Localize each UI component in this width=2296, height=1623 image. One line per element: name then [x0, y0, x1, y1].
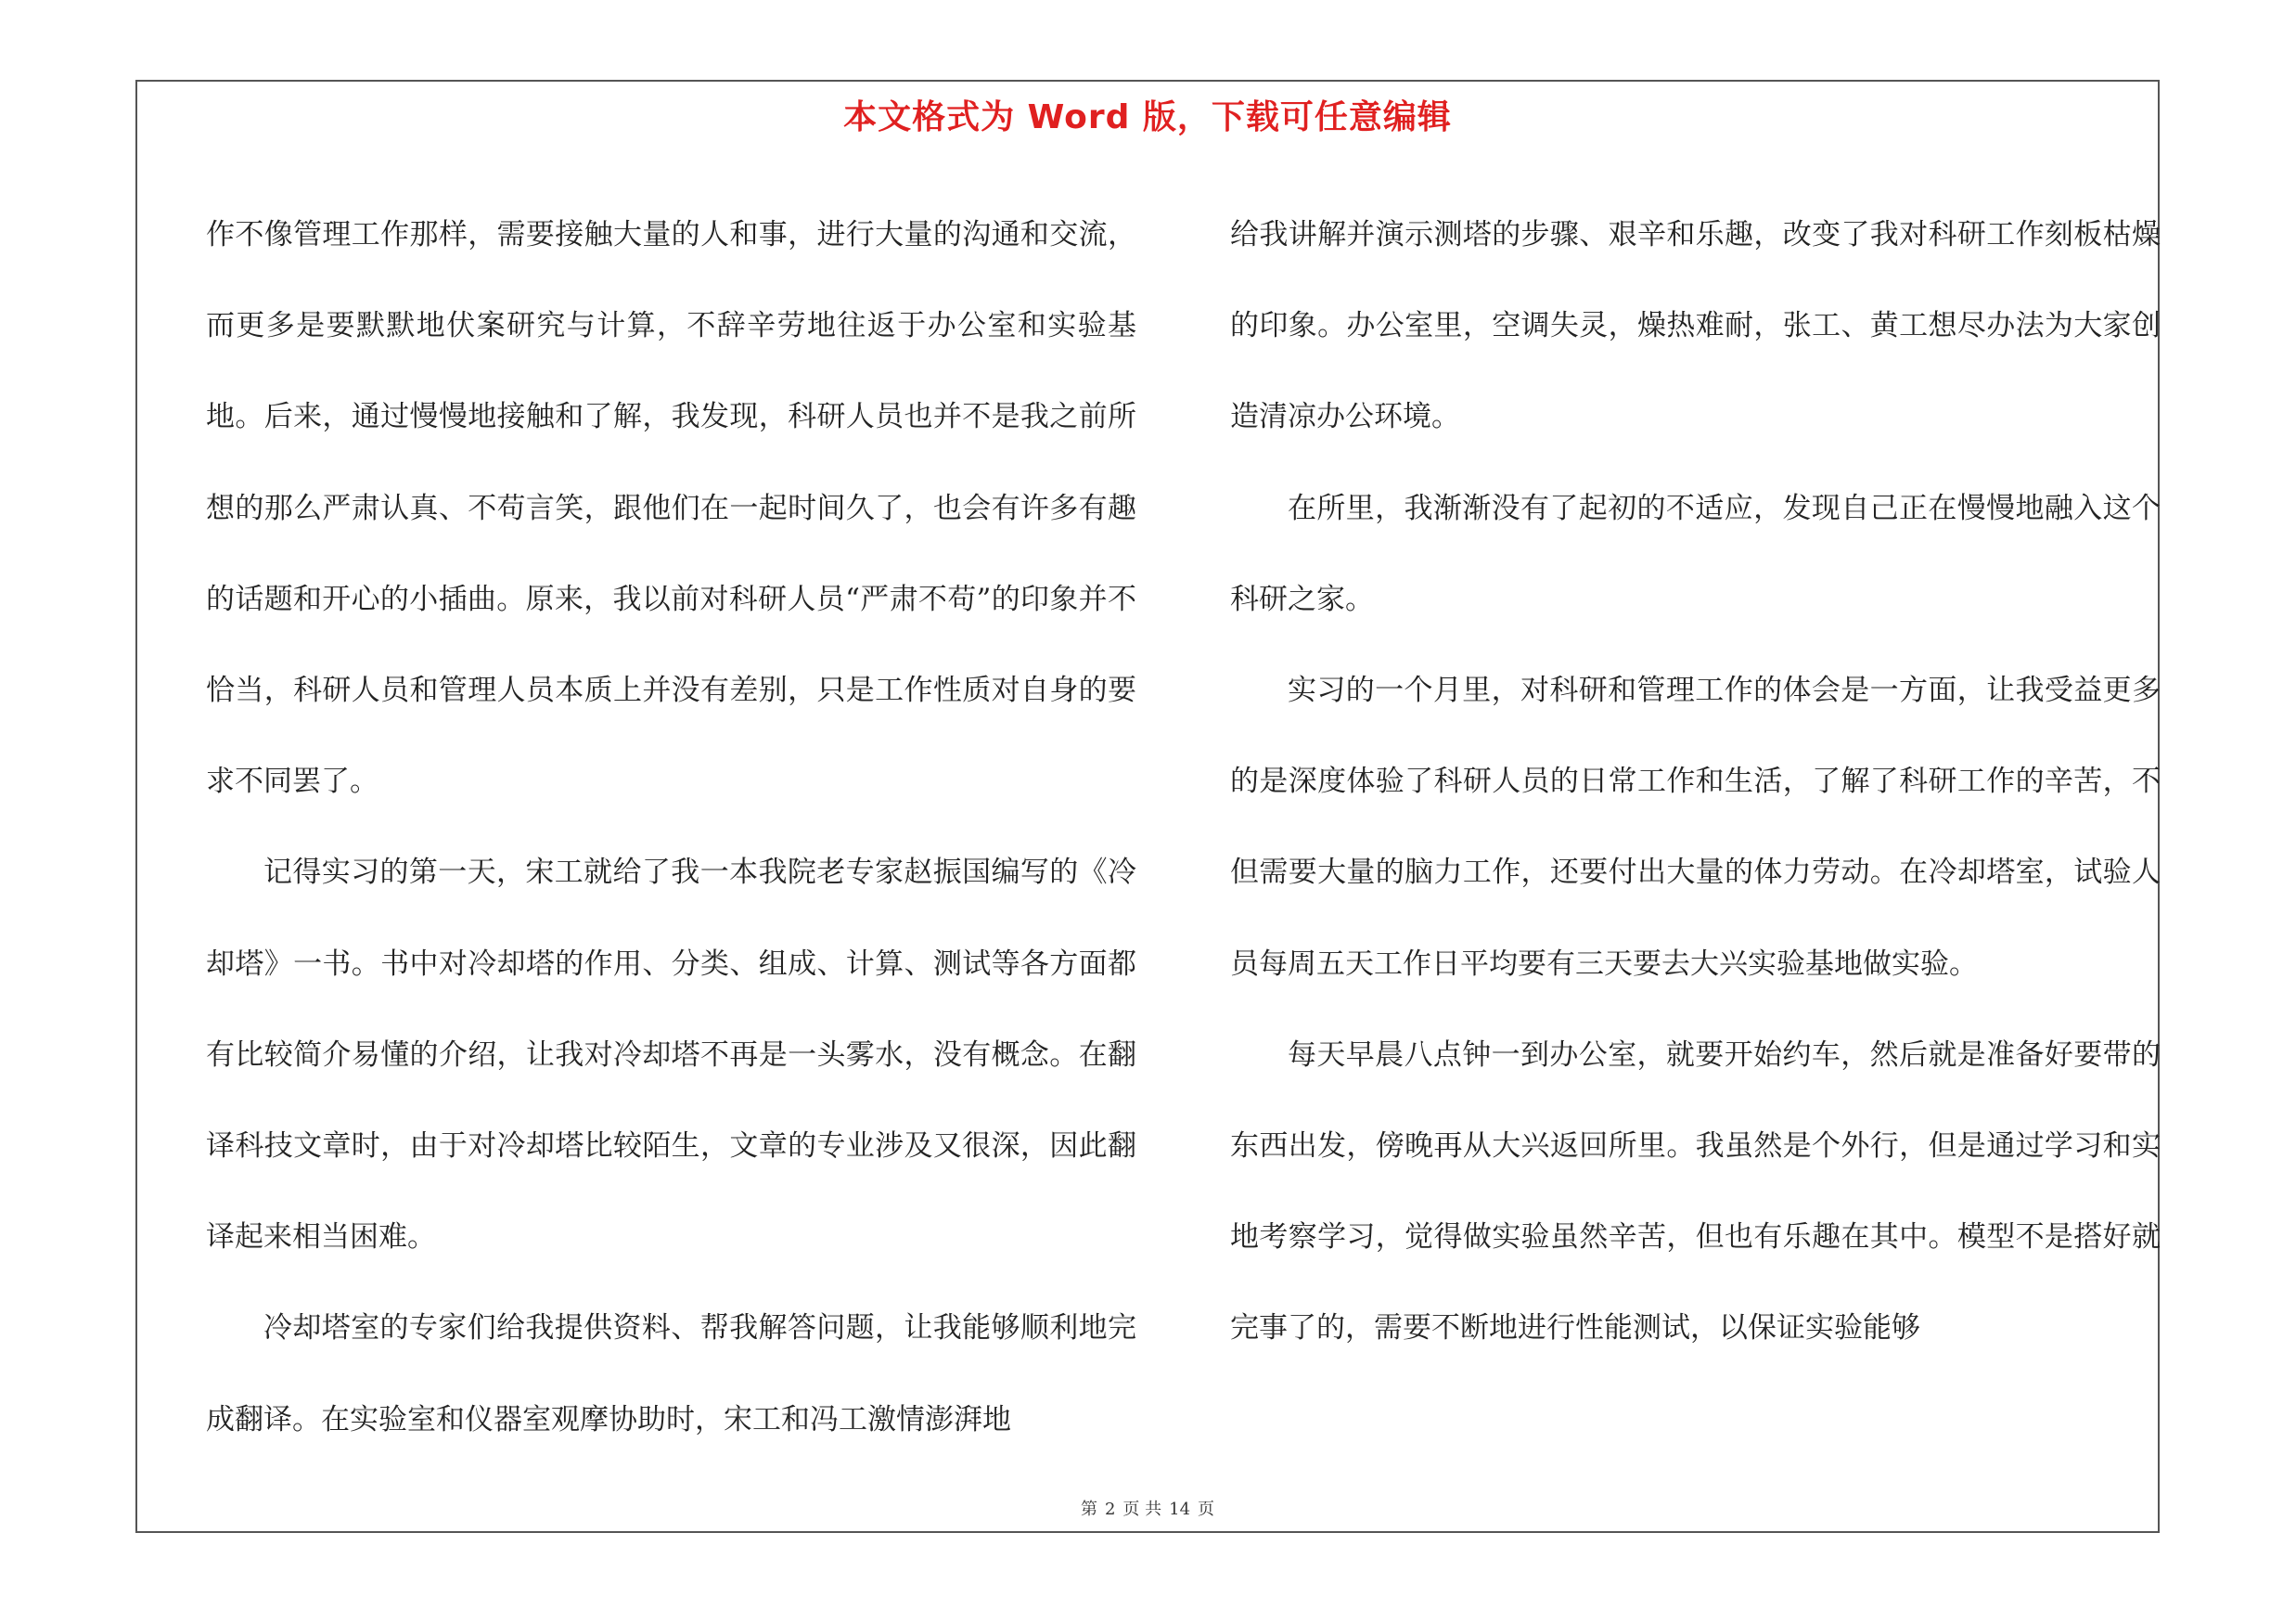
page-label-suffix: 页 [1198, 1500, 1215, 1519]
paragraph: 冷却塔室的专家们给我提供资料、帮我解答问题，让我能够顺利地完成翻译。在实验室和仪器室观摩协助时，宋工和冯工激情澎湃地 [206, 1311, 1136, 1436]
current-page-number: 2 [1104, 1500, 1116, 1519]
header-banner: 本文格式为 Word 版，下载可任意编辑 [843, 98, 1452, 136]
page-frame [135, 80, 2160, 1533]
page-label-mid: 页 共 [1122, 1500, 1162, 1519]
paragraph: 记得实习的第一天，宋工就给了我一本我院老专家赵振国编写的《冷却塔》一书。书中对冷却塔的作用、分类、组成、计算、测试等各方面都有比较简介易懂的介绍，让我对冷却塔不再是一头雾水，没有概念。在翻译科技文章时，由于对冷却塔比较陌生，文章的专业涉及又很深，因此翻译起来相当困难。 [206, 856, 1136, 1255]
paragraph: 给我讲解并演示测塔的步骤、艰辛和乐趣，改变了我对科研工作刻板枯燥的印象。办公室里，空调失灵，燥热难耐，张工、黄工想尽办法为大家创造清凉办公环境。 [1230, 218, 2161, 434]
paragraph: 实习的一个月里，对科研和管理工作的体会是一方面，让我受益更多的是深度体验了科研人员的日常工作和生活，了解了科研工作的辛苦，不但需要大量的脑力工作，还要付出大量的体力劳动。在冷却塔室，试验人员每周五天工作日平均要有三天要去大兴实验基地做实验。 [1230, 674, 2161, 981]
page-label-prefix: 第 [1080, 1500, 1097, 1519]
page-footer [137, 1496, 2158, 1520]
paragraph: 作不像管理工作那样，需要接触大量的人和事，进行大量的沟通和交流，而更多是要默默地伏案研究与计算，不辞辛劳地往返于办公室和实验基地。后来，通过慢慢地接触和了解，我发现，科研人员也并不是我之前所想的那么严肃认真、不苟言笑，跟他们在一起时间久了，也会有许多有趣的话题和开心的小插曲。原来，我以前对科研人员“严肃不苟”的印象并不恰当，科研人员和管理人员本质上并没有差别，只是工作性质对自身的要求不同罢了。 [206, 218, 1136, 799]
left-column [206, 189, 1136, 1465]
right-column [1230, 189, 2161, 1374]
paragraph: 每天早晨八点钟一到办公室，就要开始约车，然后就是准备好要带的东西出发，傍晚再从大兴返回所里。我虽然是个外行，但是通过学习和实地考察学习，觉得做实验虽然辛苦，但也有乐趣在其中。模型不是搭好就完事了的，需要不断地进行性能测试，以保证实验能够 [1230, 1037, 2161, 1346]
paragraph: 在所里，我渐渐没有了起初的不适应，发现自己正在慢慢地融入这个科研之家。 [1230, 491, 2161, 616]
total-pages-number: 14 [1169, 1500, 1191, 1519]
